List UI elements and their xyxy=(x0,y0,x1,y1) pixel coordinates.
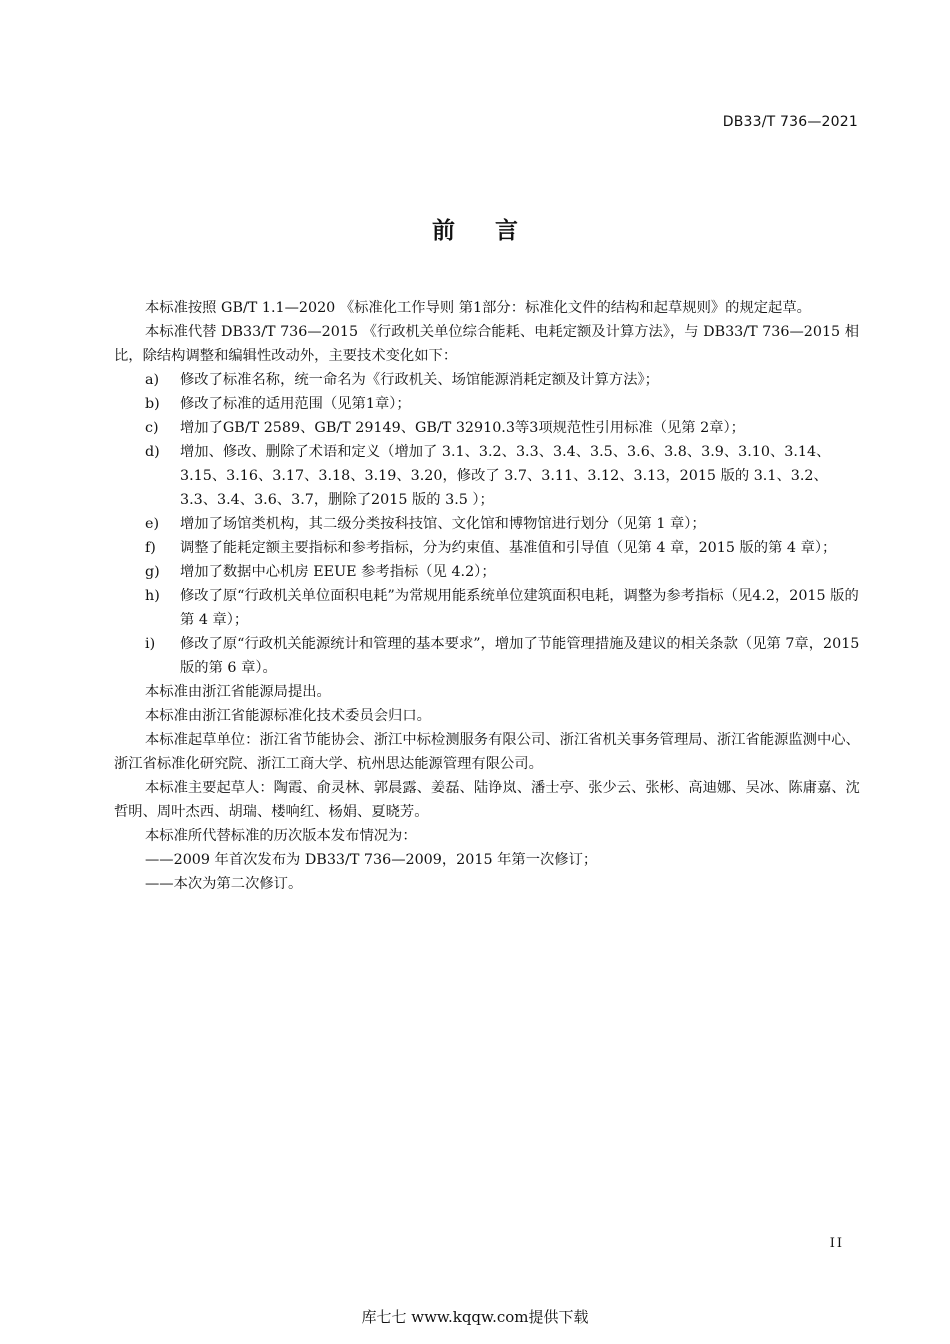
page-number: II xyxy=(829,1236,844,1251)
paragraph: 本标准由浙江省能源局提出。 xyxy=(145,684,331,700)
list-marker: e) xyxy=(145,516,160,532)
paragraph: 本标准按照 GB/T 1.1—2020 《标准化工作导则 第1部分：标准化文件的结构和起草规则》的规定起草。 xyxy=(145,300,811,316)
paragraph: 本标准起草单位：浙江省节能协会、浙江中标检测服务有限公司、浙江省机关事务管理局、浙江省能源监测中心、浙江省标准化研究院、浙江工商大学、杭州思达能源管理有限公司。 xyxy=(114,732,860,772)
list-text: 修改了标准名称，统一命名为《行政机关、场馆能源消耗定额及计算方法》； xyxy=(180,372,659,388)
list-item xyxy=(114,416,860,440)
list-text: 调整了能耗定额主要指标和参考指标，分为约束值、基准值和引导值（见第 4 章，2015 版的第 4 章）； xyxy=(180,540,837,556)
list-item xyxy=(114,560,860,584)
paragraph: 本标准由浙江省能源标准化技术委员会归口。 xyxy=(145,708,431,724)
list-text: 修改了原“行政机关单位面积电耗”为常规用能系统单位建筑面积电耗，调整为参考指标（见4.2，2015 版的第 4 章）； xyxy=(180,588,859,628)
list-marker: d) xyxy=(145,444,160,460)
list-marker: a) xyxy=(145,372,160,388)
list-marker: f) xyxy=(145,540,156,556)
list-item xyxy=(114,512,860,536)
list-marker: i) xyxy=(145,636,156,652)
paragraph: ——本次为第二次修订。 xyxy=(145,876,303,892)
foreword-body xyxy=(114,296,860,896)
standard-code: DB33/T 736—2021 xyxy=(722,114,858,130)
paragraph: ——2009 年首次发布为 DB33/T 736—2009，2015 年第一次修订； xyxy=(145,852,598,868)
paragraph: 本标准主要起草人：陶霞、俞灵林、郭晨露、姜磊、陆诤岚、潘士亭、张少云、张彬、高迪娜、吴冰、陈庸嘉、沈哲明、周叶杰西、胡瑞、楼响红、杨娟、夏晓芳。 xyxy=(114,780,860,820)
list-item xyxy=(114,632,860,680)
list-text: 修改了标准的适用范围（见第1章）； xyxy=(180,396,411,412)
list-marker: b) xyxy=(145,396,160,412)
list-item xyxy=(114,536,860,560)
list-item xyxy=(114,392,860,416)
paragraph: 本标准所代替标准的历次版本发布情况为： xyxy=(145,828,417,844)
list-item xyxy=(114,440,860,512)
list-text: 修改了原“行政机关能源统计和管理的基本要求”，增加了节能管理措施及建议的相关条款（见第 7章，2015 版的第 6 章）。 xyxy=(180,636,860,676)
download-footer: 库七七 www.kqqw.com提供下载 xyxy=(361,1308,589,1326)
list-marker: c) xyxy=(145,420,159,436)
list-item xyxy=(114,368,860,392)
list-item xyxy=(114,584,860,632)
list-text: 增加、修改、删除了术语和定义（增加了 3.1、3.2、3.3、3.4、3.5、3.6、3.8、3.9、3.10、3.14、3.15、3.16、3.17、3.18、3.19、3.20，修改了 3.7、3.11、3.12、3.13，2015 版的 3.1、3.2、3.3、3.4、3.6、3.7，删除了2015 版的 3.5 ）； xyxy=(180,444,831,508)
list-marker: h) xyxy=(145,588,160,604)
list-text: 增加了场馆类机构，其二级分类按科技馆、文化馆和博物馆进行划分（见第 1 章）； xyxy=(180,516,706,532)
list-text: 增加了数据中心机房 EEUE 参考指标（见 4.2）； xyxy=(180,564,496,580)
page-title: 前言 xyxy=(432,218,558,244)
paragraph: 本标准代替 DB33/T 736—2015 《行政机关单位综合能耗、电耗定额及计算方法》，与 DB33/T 736—2015 相比，除结构调整和编辑性改动外，主要技术变化如下： xyxy=(114,324,859,364)
list-marker: g) xyxy=(145,564,160,580)
list-text: 增加了GB/T 2589、GB/T 29149、GB/T 32910.3等3项规范性引用标准（见第 2章）； xyxy=(180,420,745,436)
